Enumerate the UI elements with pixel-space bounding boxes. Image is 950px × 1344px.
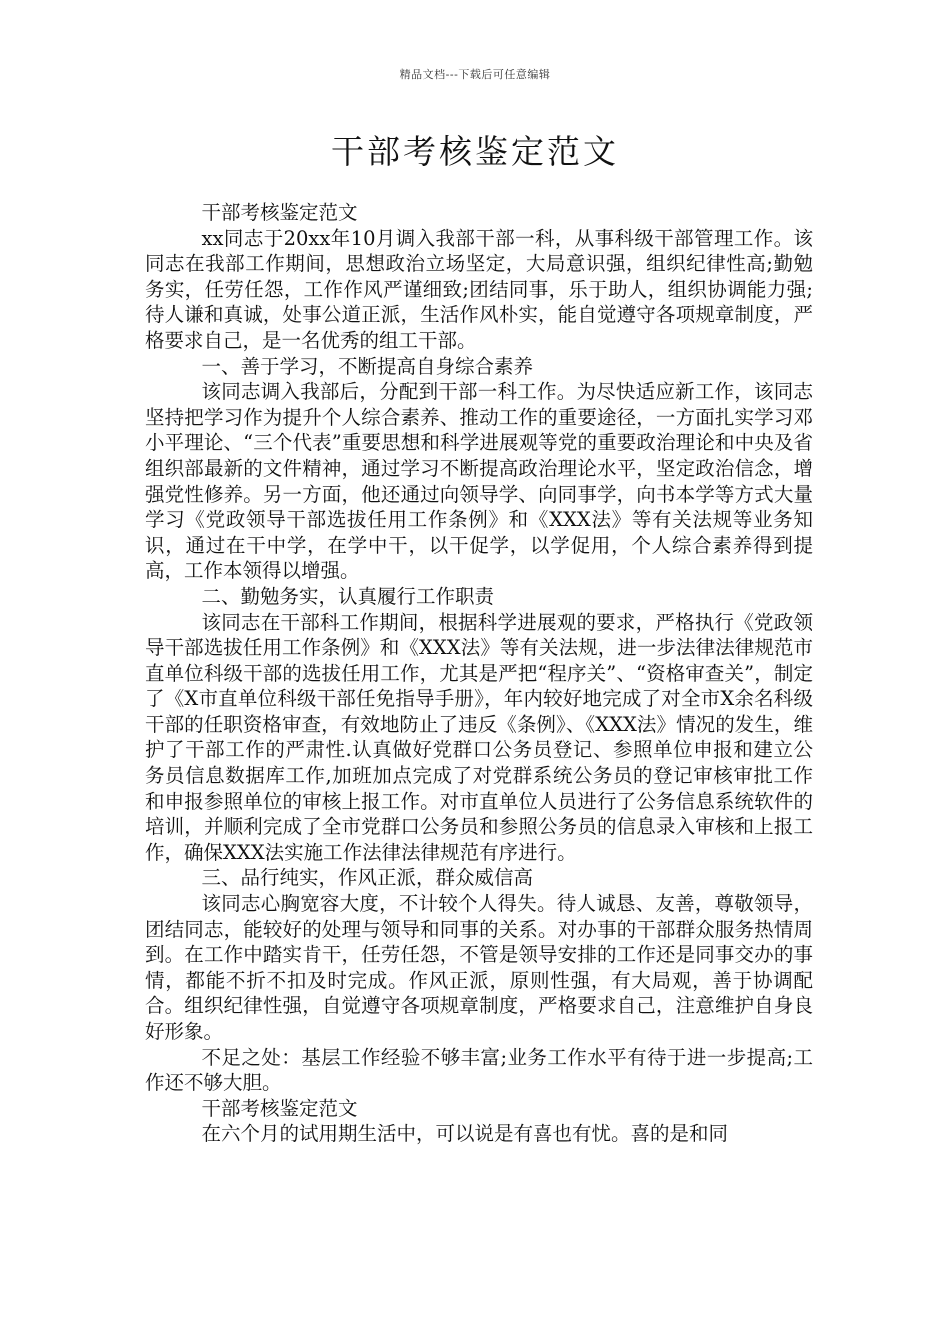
section-heading-2: 二、勤勉务实，认真履行工作职责 [201,584,495,608]
paragraph-intro: xx同志于20xx年10月调入我部干部一科，从事科级干部管理工作。该同志在我部工作期间，思想政治立场坚定，大局意识强，组织纪律性高;勤勉务实，任劳任怨，工作作风严谨细致;团结同事，乐于助人，组织协调能力强;待人谦和真诚，处事公道正派，生活作风朴实，能自觉遵守各项规章制度，严格要求自己，是一名优秀的组工干部。 [145,226,813,352]
section-heading-1: 一、善于学习，不断提高自身综合素养 [201,354,534,378]
document-body [145,200,813,1147]
paragraph-probation: 在六个月的试用期生活中，可以说是有喜也有忧。喜的是和同 [201,1122,729,1146]
paragraph-section-2: 该同志在干部科工作期间，根据科学进展观的要求，严格执行《党政领导干部选拔任用工作条例》和《XXX法》等有关法规，进一步法律法律规范市直单位科级干部的选拔任用工作，尤其是严把“程序关”、“资格审查关”，制定了《X市直单位科级干部任免指导手册》，年内较好地完成了对全市X余名科级干部的任职资格审查，有效地防止了违反《条例》、《XXX法》情况的发生，维护了干部工作的严肃性.认真做好党群口公务员登记、参照单位申报和建立公务员信息数据库工作,加班加点完成了对党群系统公务员的登记审核审批工作和申报参照单位的审核上报工作。对市直单位人员进行了公务信息系统软件的培训，并顺利完成了全市党群口公务员和参照公务员的信息录入审核和上报工作，确保XXX法实施工作法律法律规范有序进行。 [145,610,813,864]
header-note: 精品文档---下载后可任意编辑 [399,68,551,81]
section-heading-3: 三、品行纯实，作风正派，群众威信高 [201,866,534,890]
paragraph-section-1: 该同志调入我部后，分配到干部一科工作。为尽快适应新工作，该同志坚持把学习作为提升个人综合素养、推动工作的重要途径，一方面扎实学习邓小平理论、“三个代表”重要思想和科学进展观等党的重要政治理论和中央及省组织部最新的文件精神，通过学习不断提高政治理论水平，坚定政治信念，增强党性修养。另一方面，他还通过向领导学、向同事学，向书本学等方式大量学习《党政领导干部选拔任用工作条例》和《XXX法》等有关法规等业务知识，通过在干中学，在学中干，以干促学，以学促用，个人综合素养得到提高，工作本领得以增强。 [145,380,813,583]
paragraph-subtitle-2: 干部考核鉴定范文 [201,1096,358,1120]
paragraph-shortcomings: 不足之处：基层工作经验不够丰富;业务工作水平有待于进一步提高;工作还不够大胆。 [145,1045,813,1095]
paragraph-section-3: 该同志心胸宽容大度，不计较个人得失。待人诚恳、友善，尊敬领导，团结同志，能较好的处理与领导和同事的关系。对办事的干部群众服务热情周到。在工作中踏实肯干，任劳任怨，不管是领导安排的工作还是同事交办的事情，都能不折不扣及时完成。作风正派，原则性强，有大局观，善于协调配合。组织纪律性强，自觉遵守各项规章制度，严格要求自己，注意维护自身良好形象。 [145,892,813,1043]
document-title: 干部考核鉴定范文 [331,132,619,171]
paragraph-subtitle: 干部考核鉴定范文 [201,201,358,224]
